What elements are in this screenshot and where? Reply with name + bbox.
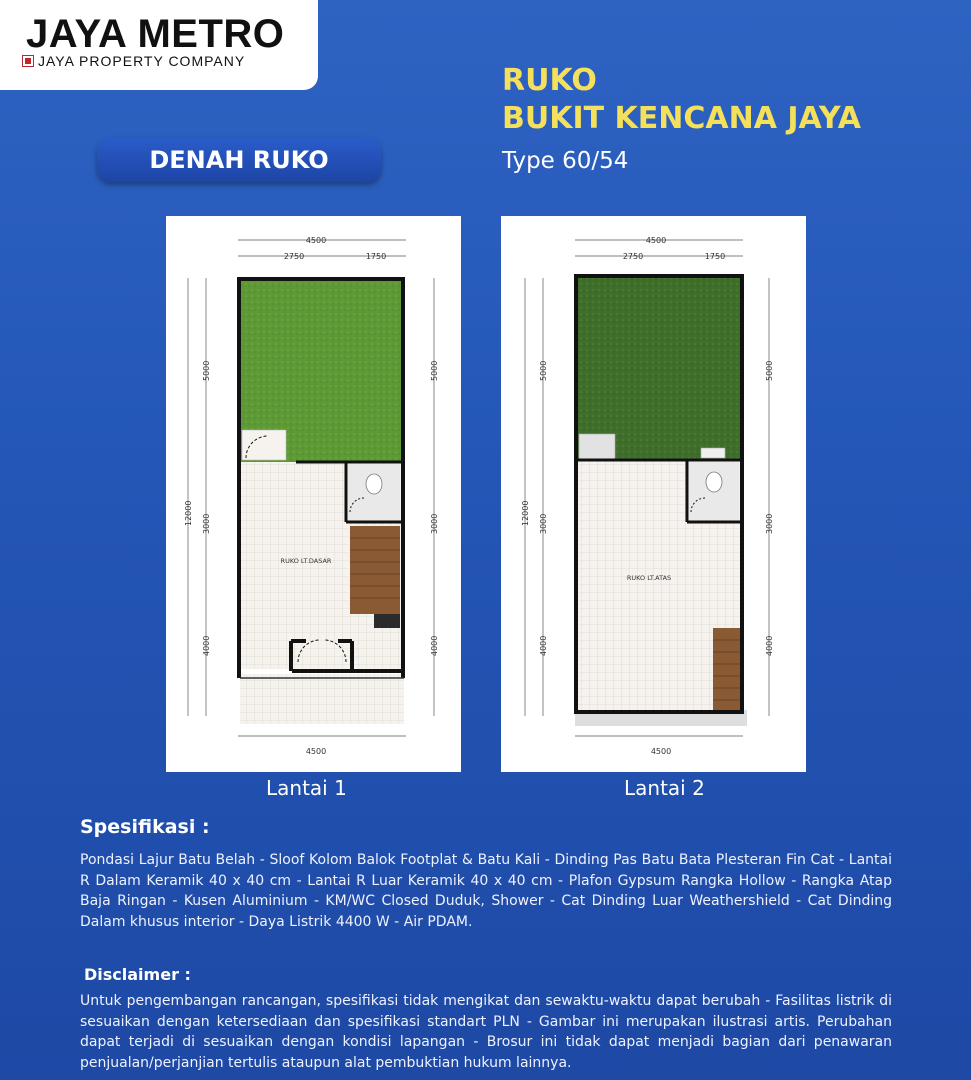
sink-icon xyxy=(701,448,725,458)
dim-seg-a: 2750 xyxy=(622,252,644,261)
floor-1-label: Lantai 1 xyxy=(266,776,347,800)
dim-height-bottom-right: 4000 xyxy=(765,635,774,656)
dim-height-top-right: 5000 xyxy=(430,360,439,381)
gate-area xyxy=(242,430,286,460)
title-line-1: RUKO xyxy=(502,63,597,98)
spec-text: Pondasi Lajur Batu Belah - Sloof Kolom Balok Footplat & Batu Kali - Dinding Pas Batu Bata Plesteran Fin Cat - Lantai R Dalam Keramik 40 x 40 cm - Lantai R Luar Keramik 40 x 40 cm - Plafon Gypsum Rangka Hollow - Rangka Atap Baja Ringan - Kusen Aluminium - KM/WC Closed Duduk, Shower - Cat Dinding Luar Weathershield - Cat Dinding Dalam khusus interior - Daya Listrik 4400 W - Air PDAM. xyxy=(80,852,892,930)
page-title xyxy=(502,62,861,138)
toilet-icon xyxy=(366,474,382,494)
dim-bottom-width: 4500 xyxy=(650,747,672,756)
brand-tagline-row xyxy=(22,53,245,69)
unit-type: Type 60/54 xyxy=(502,148,629,174)
dim-height-mid: 3000 xyxy=(202,513,211,534)
disclaimer-title: Disclaimer : xyxy=(84,965,191,984)
brand-name: JAYA METRO xyxy=(26,12,285,56)
spec-title: Spesifikasi : xyxy=(80,816,210,838)
dim-height-mid-right: 3000 xyxy=(430,513,439,534)
title-line-2: BUKIT KENCANA JAYA xyxy=(502,101,861,136)
roof-garden-area xyxy=(577,276,741,460)
dim-total-width: 4500 xyxy=(645,236,667,245)
room-label: RUKO LT.ATAS xyxy=(626,574,672,582)
section-badge-denah: DENAH RUKO xyxy=(97,138,381,182)
dim-height-bottom: 4000 xyxy=(539,635,548,656)
dim-height-bottom-right: 4000 xyxy=(430,635,439,656)
dim-total-height: 12000 xyxy=(184,500,193,526)
room-label: RUKO LT.DASAR xyxy=(280,557,332,565)
dim-bottom-width: 4500 xyxy=(305,747,327,756)
dim-seg-b: 1750 xyxy=(365,252,387,261)
brand-logo xyxy=(0,0,318,90)
disclaimer-text: Untuk pengembangan rancangan, spesifikasi tidak mengikat dan sewaktu-waktu dapat berubah - Fasilitas listrik di sesuaikan dengan ketersediaan dan spesifikasi standart PLN - Gambar ini merupakan ilustrasi artis. Perubahan dapat terjadi di sesuaikan dengan kondisi lapangan - Brosur ini tidak dapat menjadi bagian dari penawaran penjualan/perjanjian tertulis ataupun alat pembuktian hukum lainnya. xyxy=(80,993,892,1071)
terrace-floor xyxy=(240,674,404,724)
staircase xyxy=(713,628,741,710)
staircase xyxy=(350,526,400,628)
dim-height-top: 5000 xyxy=(539,360,548,381)
dim-total-height: 12000 xyxy=(521,500,530,526)
dim-height-bottom: 4000 xyxy=(202,635,211,656)
floor-plan-2-drawing xyxy=(501,216,806,772)
brand-tagline: JAYA PROPERTY COMPANY xyxy=(38,53,246,69)
dim-height-top: 5000 xyxy=(202,360,211,381)
toilet-icon xyxy=(706,472,722,492)
water-tank xyxy=(579,434,615,460)
floor-plan-1 xyxy=(166,216,461,772)
dim-seg-b: 1750 xyxy=(704,252,726,261)
dim-total-width: 4500 xyxy=(305,236,327,245)
dim-height-mid: 3000 xyxy=(539,513,548,534)
dim-height-mid-right: 3000 xyxy=(765,513,774,534)
dim-height-top-right: 5000 xyxy=(765,360,774,381)
floor-plan-2 xyxy=(501,216,806,772)
brand-mark-icon xyxy=(22,55,34,67)
dim-seg-a: 2750 xyxy=(283,252,305,261)
floor-plan-1-drawing xyxy=(166,216,461,772)
floor-2-label: Lantai 2 xyxy=(624,776,705,800)
